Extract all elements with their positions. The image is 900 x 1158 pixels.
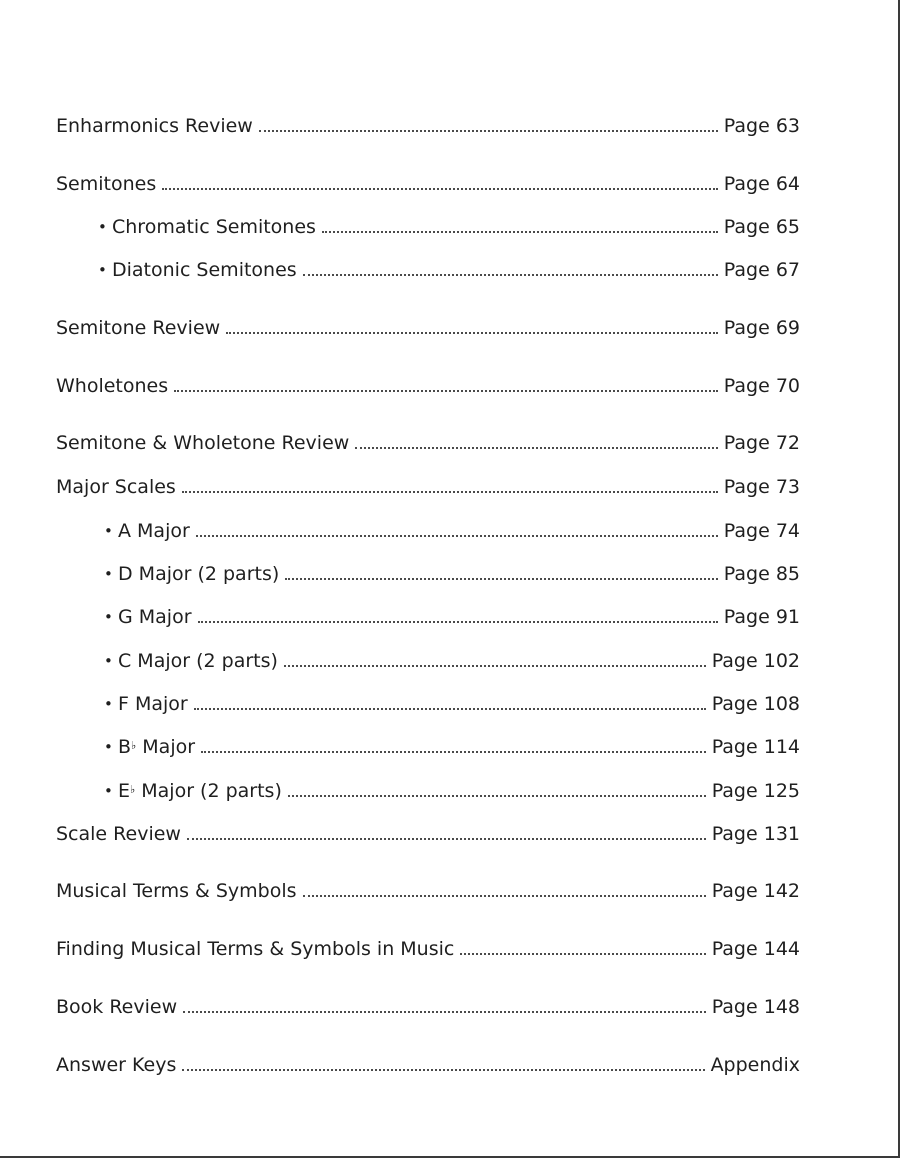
toc-label: Diatonic Semitones (112, 259, 297, 281)
toc-entry-e-flat-major[interactable] (104, 775, 800, 803)
toc-page-number: Page 72 (723, 432, 800, 454)
dot-leader (182, 491, 718, 493)
dot-leader (303, 895, 706, 897)
dot-leader (460, 953, 705, 955)
bullet-icon: • (98, 261, 107, 279)
toc-label (118, 779, 282, 803)
toc-page-number: Page 65 (723, 216, 800, 238)
toc-page-number: Page 69 (723, 317, 800, 339)
toc-label: Musical Terms & Symbols (56, 880, 297, 902)
bullet-icon: • (104, 652, 113, 670)
toc-page-number: Page 131 (711, 823, 800, 845)
toc-page-number: Page 85 (723, 563, 800, 585)
scale-quality: Major (136, 736, 196, 758)
dot-leader (288, 795, 706, 797)
bullet-icon: • (104, 565, 113, 583)
toc-page-number: Appendix (710, 1054, 800, 1076)
scale-quality: Major (2 parts) (135, 780, 282, 802)
toc-label: Enharmonics Review (56, 115, 253, 137)
toc-entry-major-scales[interactable] (56, 471, 800, 499)
toc-label: Semitones (56, 173, 157, 195)
toc-page-number: Page 114 (711, 736, 800, 758)
toc-entry-wholetones[interactable] (56, 370, 800, 398)
dot-leader (162, 188, 718, 190)
note-letter: B (118, 736, 132, 758)
dot-leader (194, 708, 706, 710)
toc-page-number: Page 73 (723, 476, 800, 498)
toc-entry-b-flat-major[interactable] (104, 731, 800, 759)
flat-sign-icon: ♭ (130, 783, 136, 796)
toc-page-number: Page 91 (723, 606, 800, 628)
toc-label: D Major (2 parts) (118, 563, 280, 585)
toc-label: Finding Musical Terms & Symbols in Music (56, 938, 455, 960)
dot-leader (196, 535, 718, 537)
toc-label: Semitone Review (56, 317, 221, 339)
toc-entry-answer-keys[interactable] (56, 1049, 800, 1077)
toc-entry-c-major[interactable] (104, 645, 800, 673)
toc-entry-a-major[interactable] (104, 515, 800, 543)
toc-entry-diatonic-semitones[interactable] (98, 254, 800, 282)
dot-leader (259, 130, 718, 132)
toc-page-number: Page 64 (723, 173, 800, 195)
toc-page-number: Page 70 (723, 375, 800, 397)
dot-leader (198, 621, 718, 623)
flat-sign-icon: ♭ (131, 739, 137, 752)
toc-label: Wholetones (56, 375, 169, 397)
dot-leader (285, 578, 718, 580)
toc-page-number: Page 63 (723, 115, 800, 137)
toc-label: Answer Keys (56, 1054, 177, 1076)
dot-leader (183, 1011, 706, 1013)
toc-entry-finding-musical-terms[interactable] (56, 933, 800, 961)
dot-leader (182, 1069, 704, 1071)
toc-entry-semitones[interactable] (56, 168, 800, 196)
toc-page-number: Page 142 (711, 880, 800, 902)
dot-leader (322, 231, 718, 233)
toc-label: Semitone & Wholetone Review (56, 432, 350, 454)
toc-label: C Major (2 parts) (118, 650, 278, 672)
toc-label: Book Review (56, 996, 178, 1018)
toc-entry-semitone-wholetone-review[interactable] (56, 427, 800, 455)
dot-leader (226, 332, 718, 334)
toc-label: Major Scales (56, 476, 176, 498)
bullet-icon: • (104, 608, 113, 626)
toc-label: Chromatic Semitones (112, 216, 316, 238)
toc-entry-d-major[interactable] (104, 558, 800, 586)
toc-page-number: Page 102 (711, 650, 800, 672)
toc-entry-musical-terms-symbols[interactable] (56, 875, 800, 903)
toc-page-number: Page 125 (711, 780, 800, 802)
toc-label: G Major (118, 606, 192, 628)
toc-page-number: Page 108 (711, 693, 800, 715)
toc-entry-enharmonics-review[interactable] (56, 110, 800, 138)
toc-page-number: Page 144 (711, 938, 800, 960)
toc-entry-book-review[interactable] (56, 991, 800, 1019)
bullet-icon: • (104, 738, 113, 756)
dot-leader (303, 274, 718, 276)
toc-page-number: Page 67 (723, 259, 800, 281)
dot-leader (174, 390, 718, 392)
bullet-icon: • (104, 782, 113, 800)
toc-entry-f-major[interactable] (104, 688, 800, 716)
toc-entry-chromatic-semitones[interactable] (98, 211, 800, 239)
toc-label: Scale Review (56, 823, 181, 845)
toc-entry-scale-review[interactable] (56, 818, 800, 846)
toc-page-number: Page 148 (711, 996, 800, 1018)
dot-leader (355, 447, 717, 449)
bullet-icon: • (98, 218, 107, 236)
bullet-icon: • (104, 522, 113, 540)
toc-label: F Major (118, 693, 188, 715)
toc-label: A Major (118, 520, 190, 542)
toc-page-number: Page 74 (723, 520, 800, 542)
note-letter: E (118, 780, 131, 802)
dot-leader (201, 751, 706, 753)
toc-entry-g-major[interactable] (104, 601, 800, 629)
bullet-icon: • (104, 695, 113, 713)
toc-entry-semitone-review[interactable] (56, 312, 800, 340)
toc-label (118, 735, 195, 759)
dot-leader (284, 665, 706, 667)
dot-leader (187, 838, 706, 840)
